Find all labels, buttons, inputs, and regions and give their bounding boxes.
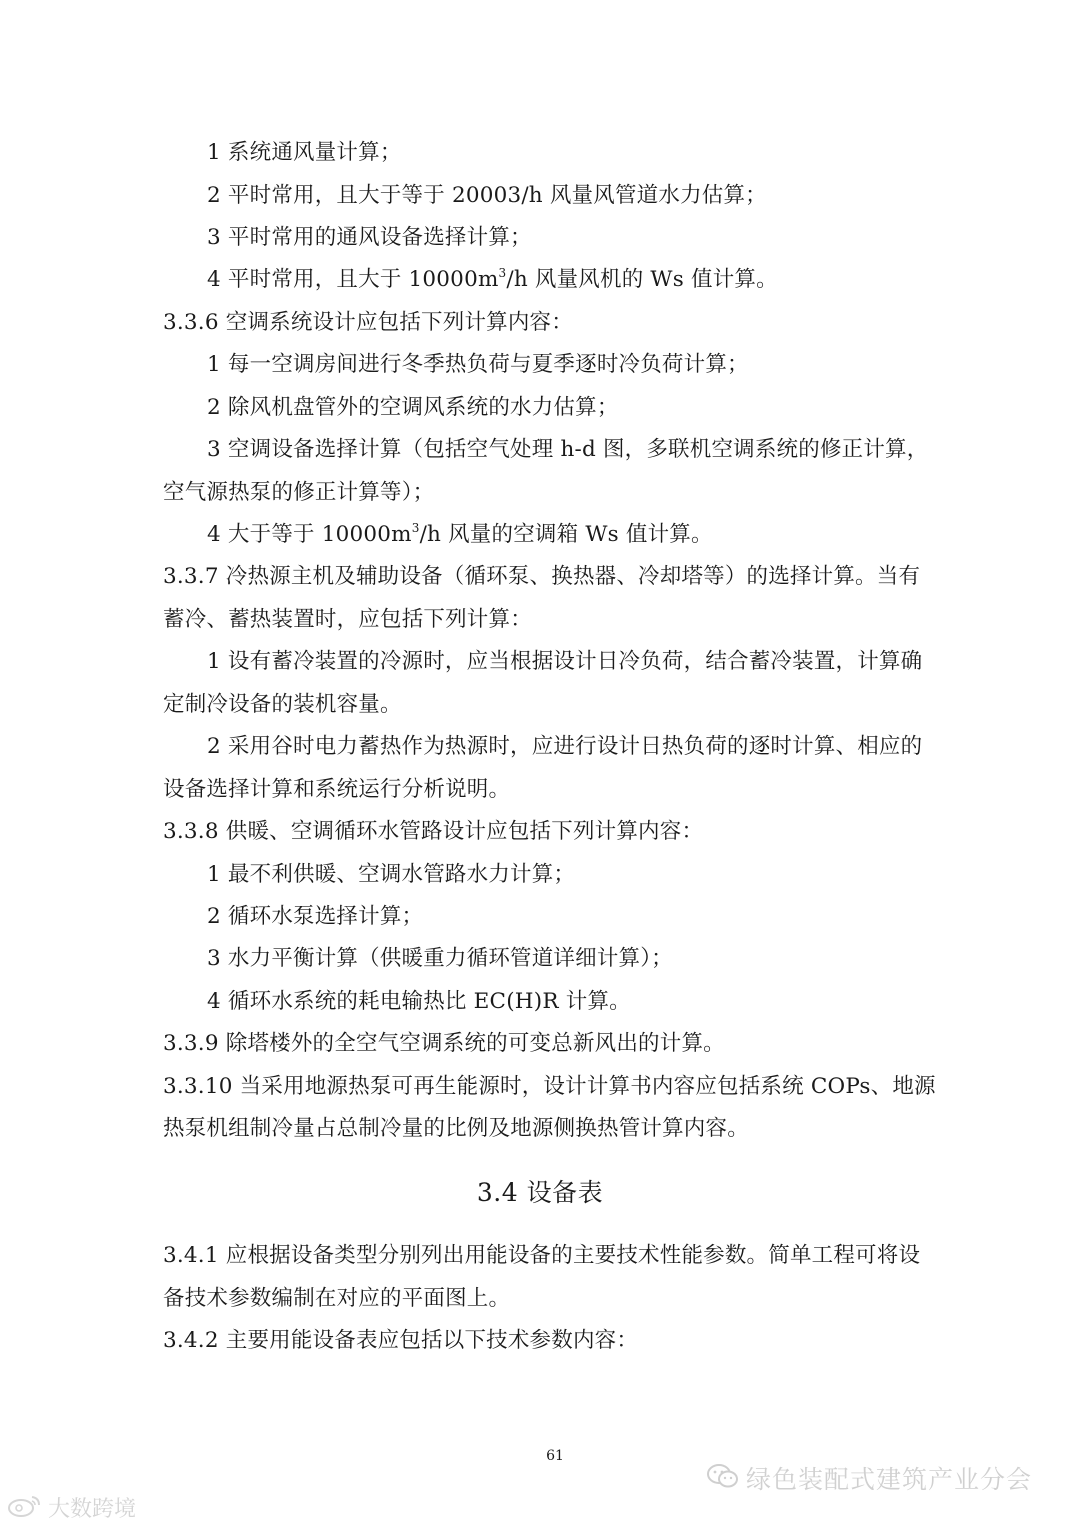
list-item: 4 大于等于 $10000m^3/h$ 风量的空调箱 Ws 值计算。 [207, 521, 713, 547]
clause-continuation: 热泵机组制冷量占总制冷量的比例及地源侧换热管计算内容。 [163, 1116, 749, 1141]
watermark-wechat [706, 1460, 1032, 1496]
list-item: 4 平时常用，且大于 $10000m^3/h$ 风量风机的 Ws 值计算。 [207, 266, 778, 292]
clause-heading: 3.3.7 冷热源主机及辅助设备（循环泵、换热器、冷却塔等）的选择计算。当有 [163, 564, 921, 589]
clause-heading: 3.3.6 空调系统设计应包括下列计算内容： [163, 310, 573, 335]
section-title: 3.4 设备表 [476, 1178, 604, 1207]
list-item: 3 水力平衡计算（供暖重力循环管道详细计算）； [207, 946, 673, 971]
list-item: 4 循环水系统的耗电输热比 EC(H)R 计算。 [207, 989, 631, 1014]
list-item: 2 除风机盘管外的空调风系统的水力估算； [207, 395, 619, 420]
wechat-icon [706, 1462, 740, 1494]
list-item: 3 平时常用的通风设备选择计算； [207, 225, 532, 250]
watermark-text: 绿色装配式建筑产业分会 [746, 1465, 1033, 1494]
clause-heading: 3.4.1 应根据设备类型分别列出用能设备的主要技术性能参数。简单工程可将设 [163, 1243, 921, 1268]
list-item: 2 采用谷时电力蓄热作为热源时，应进行设计日热负荷的逐时计算、相应的 [207, 734, 923, 759]
watermark-text: 大数跨境 [48, 1497, 137, 1522]
watermark-weibo [6, 1492, 136, 1523]
clause-heading: 3.3.9 除塔楼外的全空气空调系统的可变总新风出的计算。 [163, 1031, 725, 1056]
clause-continuation: 蓄冷、蓄热装置时，应包括下列计算： [163, 607, 532, 632]
list-item-continuation: 空气源热泵的修正计算等）； [163, 480, 435, 505]
clause-continuation: 备技术参数编制在对应的平面图上。 [163, 1286, 511, 1311]
clause-heading: 3.3.8 供暖、空调循环水管路设计应包括下列计算内容： [163, 819, 704, 844]
list-item: 1 最不利供暖、空调水管路水力计算； [207, 862, 576, 887]
page-number: 61 [546, 1448, 564, 1464]
list-item: 1 每一空调房间进行冬季热负荷与夏季逐时冷负荷计算； [207, 352, 749, 377]
clause-heading: 3.4.2 主要用能设备表应包括以下技术参数内容： [163, 1328, 639, 1353]
list-item: 1 设有蓄冷装置的冷源时，应当根据设计日冷负荷，结合蓄冷装置，计算确 [207, 649, 923, 674]
list-item: 2 平时常用，且大于等于 20003/h 风量风管道水力估算； [207, 183, 767, 208]
list-item: 2 循环水泵选择计算； [207, 904, 424, 929]
clause-heading: 3.3.10 当采用地源热泵可再生能源时，设计计算书内容应包括系统 COPs、地源 [163, 1074, 936, 1099]
weibo-icon [6, 1493, 44, 1523]
list-item-continuation: 设备选择计算和系统运行分析说明。 [163, 777, 511, 802]
list-item: 3 空调设备选择计算（包括空气处理 h-d 图，多联机空调系统的修正计算， [207, 437, 929, 462]
list-item: 1 系统通风量计算； [207, 140, 402, 165]
list-item-continuation: 定制冷设备的装机容量。 [163, 692, 402, 717]
